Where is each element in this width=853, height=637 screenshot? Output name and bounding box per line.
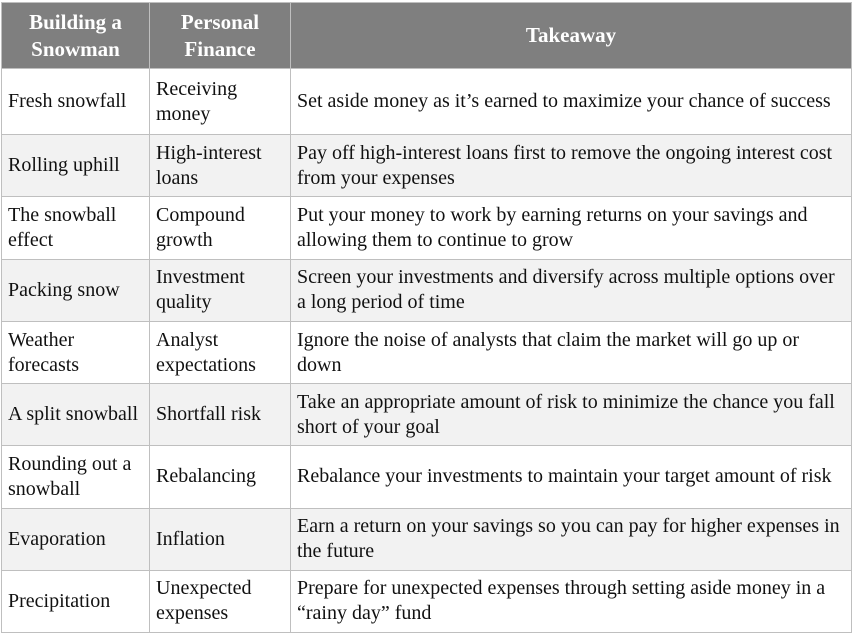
header-row [2,3,852,69]
takeaway-cell: Screen your investments and diversify across multiple options over a long period of time [291,259,852,321]
finance-cell: Unexpected expenses [150,570,291,632]
finance-cell: Shortfall risk [150,384,291,446]
table-row [2,384,852,446]
finance-cell: Rebalancing [150,446,291,508]
finance-cell: Inflation [150,508,291,570]
header-takeaway: Takeaway [291,3,852,69]
table-body [2,69,852,633]
takeaway-cell: Prepare for unexpected expenses through setting aside money in a “rainy day” fund [291,570,852,632]
table-row [2,259,852,321]
table-row [2,69,852,135]
table-row [2,446,852,508]
snowman-cell: Evaporation [2,508,150,570]
takeaway-cell: Pay off high-interest loans first to remove the ongoing interest cost from your expenses [291,135,852,197]
finance-cell: High-interest loans [150,135,291,197]
table-row [2,570,852,632]
takeaway-cell: Set aside money as it’s earned to maximize your chance of success [291,69,852,135]
table-row [2,197,852,259]
finance-cell: Analyst expectations [150,321,291,383]
finance-cell: Investment quality [150,259,291,321]
takeaway-cell: Earn a return on your savings so you can pay for higher expenses in the future [291,508,852,570]
table-header [2,3,852,69]
snowman-finance-table [1,2,852,633]
finance-cell: Compound growth [150,197,291,259]
snowman-cell: Precipitation [2,570,150,632]
snowman-cell: The snowball effect [2,197,150,259]
finance-cell: Receiving money [150,69,291,135]
takeaway-cell: Ignore the noise of analysts that claim the market will go up or down [291,321,852,383]
snowman-cell: Rounding out a snowball [2,446,150,508]
snowman-cell: A split snowball [2,384,150,446]
takeaway-cell: Take an appropriate amount of risk to minimize the chance you fall short of your goal [291,384,852,446]
takeaway-cell: Put your money to work by earning returns on your savings and allowing them to continue to grow [291,197,852,259]
header-personal-finance: Personal Finance [150,3,291,69]
snowman-cell: Fresh snowfall [2,69,150,135]
snowman-cell: Weather forecasts [2,321,150,383]
table-row [2,135,852,197]
table-row [2,508,852,570]
header-building-a-snowman: Building a Snowman [2,3,150,69]
takeaway-cell: Rebalance your investments to maintain your target amount of risk [291,446,852,508]
snowman-cell: Packing snow [2,259,150,321]
snowman-cell: Rolling uphill [2,135,150,197]
table-row [2,321,852,383]
